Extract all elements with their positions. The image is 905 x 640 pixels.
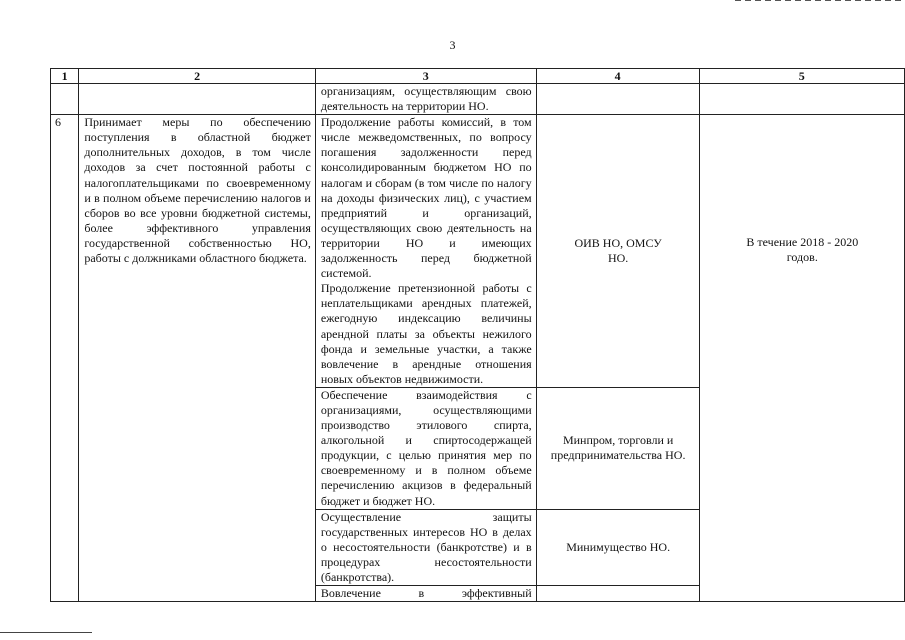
- deadline-cell: [699, 115, 904, 602]
- continuation-cell-4: [536, 84, 699, 115]
- page-number: 3: [449, 38, 456, 52]
- action-1-paragraph-2: Продолжение претензионной работы с неплательщиками арендных платежей, ежегодную индексацию величины арендной платы за объекты нежилого фонда и земельные участки, а также вовлечение в арендные отношения новых объектов недвижимости.: [320, 281, 532, 386]
- column-header-5: 5: [699, 69, 904, 84]
- action-cell-4: Вовлечение в эффективный: [315, 586, 536, 602]
- measures-table: [50, 68, 905, 602]
- table-row-continuation: [51, 84, 905, 115]
- action-cell-3: Осуществление защиты государственных интересов НО в делах о несостоятельности (банкротстве) и в процедурах несостоятельности (банкротства).: [315, 509, 536, 585]
- responsible-text-1: ОИВ НО, ОМСУ НО.: [574, 235, 662, 266]
- action-1-paragraph-1: Продолжение работы комиссий, в том числе межведомственных, по вопросу погашения задолженности перед консолидированным бюджетом НО по налогам и сборам (в том числе по налогу на доходы физических лиц), с участием предприятий и организаций, осуществляющих свою деятельность на территории НО и имеющих задолженность перед бюджетной системой.: [320, 115, 532, 281]
- column-header-3: 3: [315, 69, 536, 84]
- responsible-cell-1: [536, 115, 699, 388]
- continuation-cell-5: [699, 84, 904, 115]
- responsible-cell-2: Минпром, торговли и предпринимательства НО.: [536, 387, 699, 509]
- action-cell-1: [315, 115, 536, 388]
- continuation-cell-1: [51, 84, 79, 115]
- table-header-row: [51, 69, 905, 84]
- action-cell-2: Обеспечение взаимодействия с организациями, осуществляющими производство этилового спирта, алкогольной и спиртосодержащей продукции, с целью принятия мер по своевременному и в полном объеме перечислению акцизов в федеральный бюджет и бюджет НО.: [315, 387, 536, 509]
- column-header-4: 4: [536, 69, 699, 84]
- deadline-text: В течение 2018 - 2020 годов.: [746, 235, 859, 265]
- table-row-6-part-1: [51, 115, 905, 388]
- measure-cell: Принимает меры по обеспечению поступления в областной бюджет дополнительных доходов, в том числе доходов за счет постоянной работы с налогоплательщиками по своевременному и в полном объеме перечислению налогов и сборов во все уровни бюджетной системы, более эффективного управления государственной собственностью НО, работы с должниками областного бюджета.: [79, 115, 316, 602]
- continuation-action-cell: организациям, осуществляющим свою деятельность на территории НО.: [315, 84, 536, 115]
- column-header-1: 1: [51, 69, 79, 84]
- scan-artifact-bottom-left: [0, 632, 92, 633]
- responsible-cell-4: [536, 586, 699, 602]
- column-header-2: 2: [79, 69, 316, 84]
- scan-artifact-top-right: [735, 0, 905, 1]
- responsible-cell-3: Минимущество НО.: [536, 509, 699, 585]
- continuation-cell-2: [79, 84, 316, 115]
- row-number-cell: 6: [51, 115, 79, 602]
